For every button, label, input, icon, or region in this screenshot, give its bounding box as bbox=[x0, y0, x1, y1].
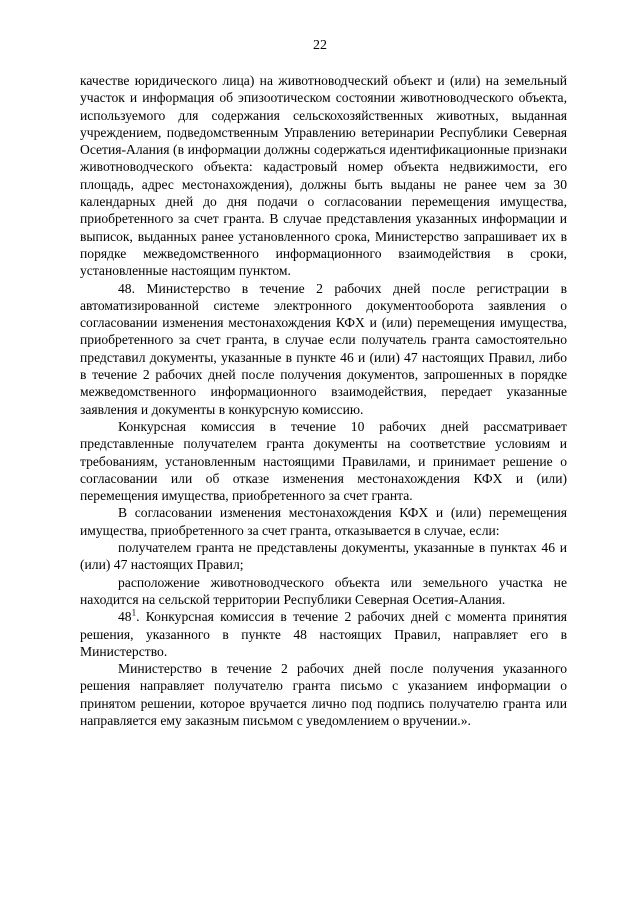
paragraph-continuation: качестве юридического лица) на животноводческий объект и (или) на земельный участок и информация об эпизоотическом состоянии животноводческого объекта, используемого для содержания сельскохозяйственных животных, выданная учреждением, подведомственным Управлению ветеринарии Республики Северная Осетия-Алания (в информации должны содержаться идентификационные признаки животноводческого объекта: кадастровый номер объекта недвижимости, его площадь, адрес местонахождения), должны быть выданы не ранее чем за 30 календарных дней до дня подачи о согласовании перемещения имущества, приобретенного за счет гранта. В случае представления указанных информации и выписок, выданных ранее установленного срока, Министерство запрашивает их в порядке межведомственного информационного взаимодействия в сроки, установленные настоящим пунктом. bbox=[80, 73, 567, 279]
clause-number: 48 bbox=[118, 609, 132, 625]
paragraph-48: 48. Министерство в течение 2 рабочих дней после регистрации в автоматизированной системе электронного документооборота заявления о согласовании изменения местонахождения КФХ и (или) перемещения имущества, приобретенного за счет гранта, в случае если получатель гранта самостоятельно представил документы, указанные в пункте 46 и (или) 47 настоящих Правил, либо в течение 2 рабочих дней после получения документов, запрошенных в порядке межведомственного информационного взаимодействия, передает указанные заявления и документы в конкурсную комиссию. bbox=[80, 280, 567, 417]
paragraph-48-1 bbox=[80, 608, 567, 660]
clause-text: . Конкурсная комиссия в течение 2 рабочих дней с момента принятия решения, указанного в пункте 48 настоящих Правил, направляет его в Министерство. bbox=[80, 609, 567, 659]
paragraph-ministry-notice: Министерство в течение 2 рабочих дней после получения указанного решения направляет получателю гранта письмо с указанием информации о принятом решении, которое вручается лично под подпись получателю гранта или направляется ему заказным письмом с уведомлением о вручении.». bbox=[80, 661, 567, 728]
document-body bbox=[80, 72, 567, 729]
clause-superscript: 1 bbox=[131, 607, 137, 618]
paragraph-refusal-item-1: получателем гранта не представлены документы, указанные в пунктах 46 и (или) 47 настоящих Правил; bbox=[80, 540, 567, 573]
paragraph-refusal-grounds: В согласовании изменения местонахождения КФХ и (или) перемещения имущества, приобретенного за счет гранта, отказывается в случае, если: bbox=[80, 505, 567, 538]
paragraph-refusal-item-2: расположение животноводческого объекта или земельного участка не находится на сельской территории Республики Северная Осетия-Алания. bbox=[80, 574, 567, 607]
paragraph-commission-review: Конкурсная комиссия в течение 10 рабочих дней рассматривает представленные получателем гранта документы на соответствие условиям и требованиям, установленным настоящими Правилами, и принимает решение о согласовании или об отказе изменения местонахождения КФХ и (или) перемещения имущества, приобретенного за счет гранта. bbox=[80, 418, 567, 504]
page-number: 22 bbox=[313, 38, 327, 53]
